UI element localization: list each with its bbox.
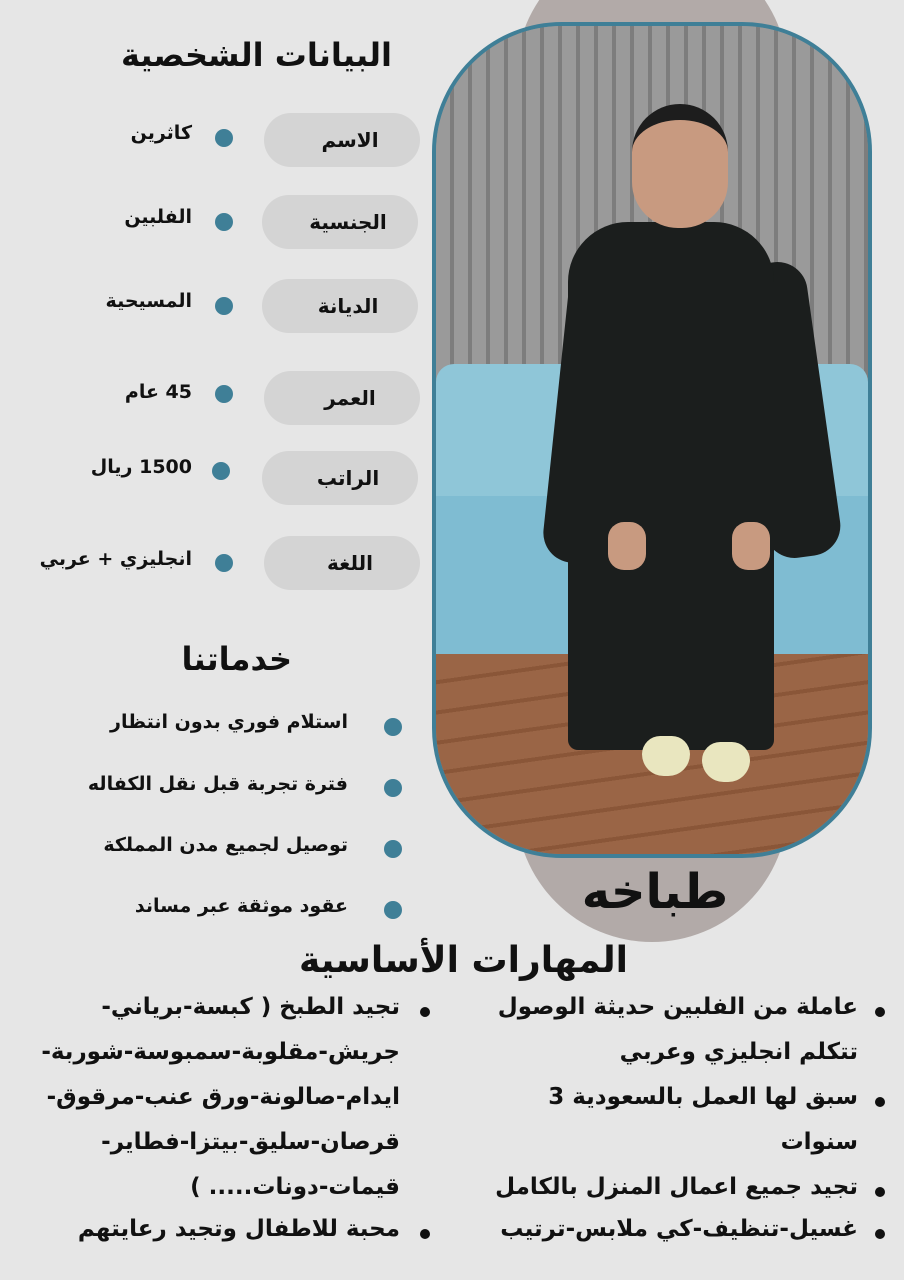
skill-item: غسيل-تنظيف-كي ملابس-ترتيب (500, 1216, 858, 1242)
person-head (632, 104, 728, 228)
skill-item-continued: ايدام-صالونة-ورق عنب-مرقوق- (46, 1084, 400, 1110)
skill-item-continued: قرصان-سليق-بيتزا-فطاير- (101, 1129, 400, 1155)
skill-item-continued: جريش-مقلوبة-سمبوسة-شوربة- (41, 1039, 400, 1065)
service-item: توصيل لجميع مدن المملكة (103, 834, 348, 856)
service-item: استلام فوري بدون انتظار (110, 711, 348, 733)
skill-bullet (875, 1097, 885, 1107)
skill-bullet (875, 1187, 885, 1197)
value-text: 1500 ريال (90, 456, 192, 478)
skill-bullet (420, 1007, 430, 1017)
skill-bullet (875, 1229, 885, 1239)
skill-item: محبة للاطفال وتجيد رعايتهم (77, 1216, 400, 1242)
label-pill: الجنسية (262, 195, 418, 249)
worker-photo (432, 22, 872, 858)
service-item: فترة تجربة قبل نقل الكفاله (87, 773, 348, 795)
bullet-dot (384, 718, 402, 736)
bullet-dot (215, 297, 233, 315)
skill-item-continued: قيمات-دونات..... ) (190, 1174, 400, 1200)
value-text: انجليزي + عربي (39, 548, 192, 570)
service-item: عقود موثقة عبر مساند (134, 895, 348, 917)
skill-item: عاملة من الفلبين حديثة الوصول (497, 994, 858, 1020)
label-pill: الاسم (264, 113, 420, 167)
value-text: المسيحية (105, 290, 192, 312)
label-pill: العمر (264, 371, 420, 425)
value-text: كاثرين (130, 122, 192, 144)
bullet-dot (215, 385, 233, 403)
label-pill: الراتب (262, 451, 418, 505)
skills-title: المهارات الأساسية (298, 940, 628, 981)
skill-bullet (875, 1007, 885, 1017)
skill-item: سبق لها العمل بالسعودية 3 (548, 1084, 858, 1110)
person-slipper (642, 736, 690, 776)
job-title: طباخه (581, 864, 729, 920)
skill-item: تجيد جميع اعمال المنزل بالكامل (495, 1174, 858, 1200)
label-pill: الديانة (262, 279, 418, 333)
person-hand (732, 522, 770, 570)
value-text: 45 عام (124, 381, 192, 403)
person-hand (608, 522, 646, 570)
value-text: الفلبين (124, 206, 192, 228)
skill-item: تجيد الطبخ ( كبسة-برياني- (101, 994, 400, 1020)
bullet-dot (215, 554, 233, 572)
bullet-dot (384, 901, 402, 919)
person-slipper (702, 742, 750, 782)
bullet-dot (384, 779, 402, 797)
bullet-dot (212, 462, 230, 480)
person-robe (568, 222, 774, 750)
personal-data-title: البيانات الشخصية (120, 36, 392, 74)
label-pill: اللغة (264, 536, 420, 590)
services-title: خدماتنا (181, 640, 292, 678)
skill-item-continued: سنوات (780, 1129, 858, 1155)
skill-item-continued: تتكلم انجليزي وعربي (619, 1039, 858, 1065)
bullet-dot (215, 213, 233, 231)
bullet-dot (384, 840, 402, 858)
skill-bullet (420, 1229, 430, 1239)
bullet-dot (215, 129, 233, 147)
